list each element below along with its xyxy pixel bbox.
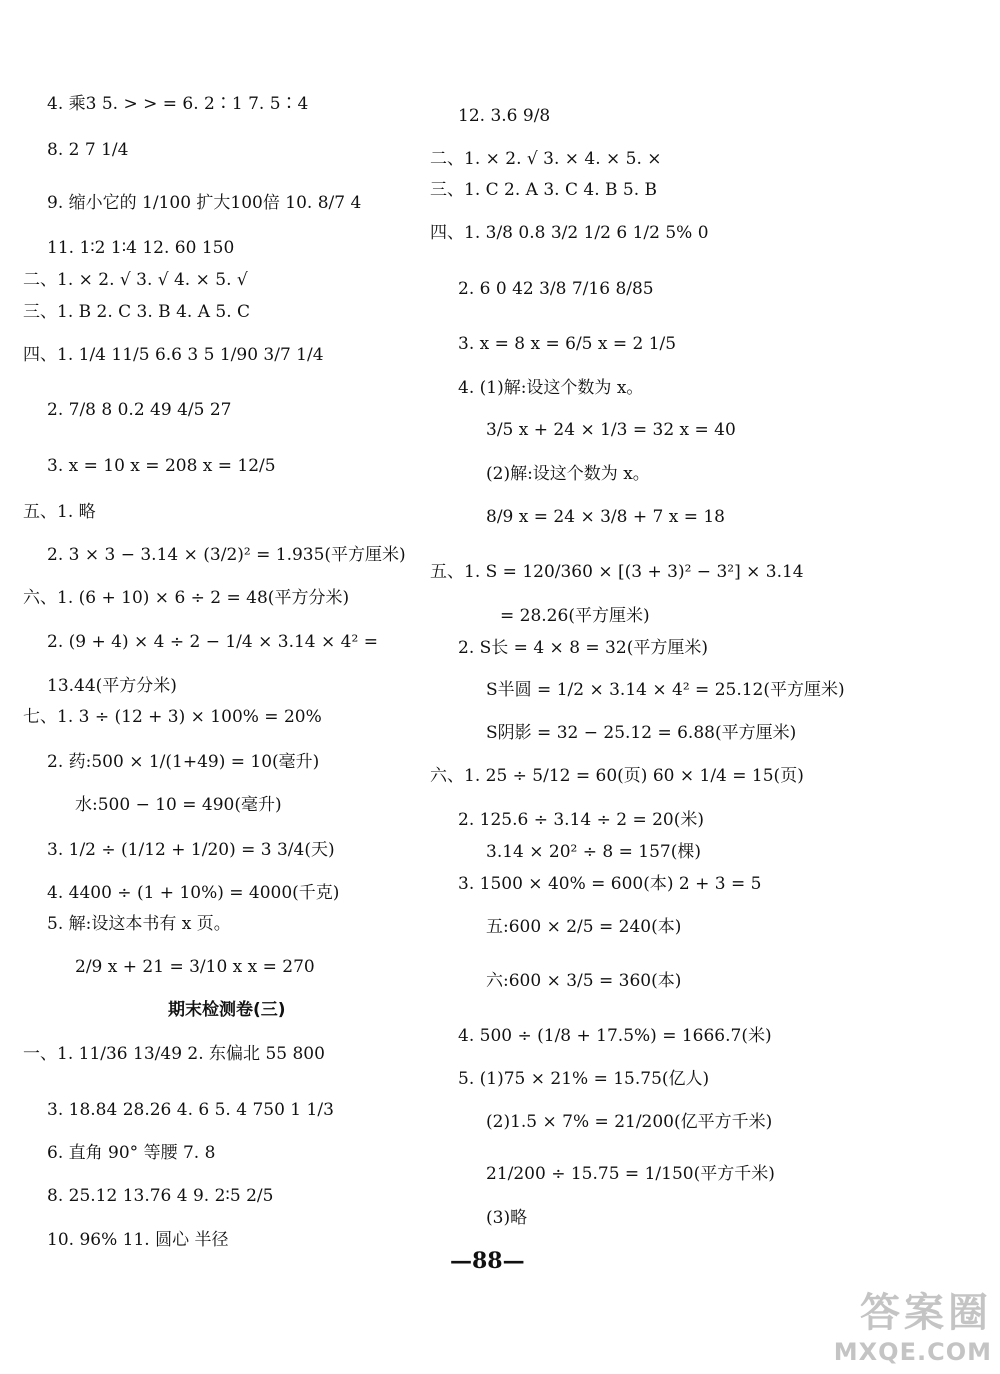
right-line-10: 8/9 x = 24 × 3/8 + 7 x = 18 [486, 507, 725, 527]
left-line-10: 五、1. 略 [23, 502, 96, 522]
left-line-1: 4. 乘3 5. > > = 6. 2∶1 7. 5∶4 [47, 94, 309, 114]
right-line-8: 3/5 x + 24 × 1/3 = 32 x = 40 [486, 420, 736, 440]
right-line-25: 21/200 ÷ 15.75 = 1/150(平方千米) [486, 1164, 775, 1184]
left-line-12: 六、1. (6 + 10) × 6 ÷ 2 = 48(平方分米) [23, 588, 350, 608]
left-line-8: 2. 7/8 8 0.2 49 4/5 27 [47, 400, 232, 420]
right-line-24: (2)1.5 × 7% = 21/200(亿平方千米) [486, 1112, 773, 1132]
left-line-11: 2. 3 × 3 − 3.14 × (3/2)² = 1.935(平方厘米) [47, 545, 406, 565]
right-line-17: 2. 125.6 ÷ 3.14 ÷ 2 = 20(米) [458, 810, 705, 830]
left-line-16: 2. 药:500 × 1/(1+49) = 10(毫升) [47, 752, 320, 772]
left-line-22: 一、1. 11/36 13/49 2. 东偏北 55 800 [23, 1044, 325, 1064]
right-line-6: 3. x = 8 x = 6/5 x = 2 1/5 [458, 334, 677, 354]
left-line-19: 4. 4400 ÷ (1 + 10%) = 4000(千克) [47, 883, 340, 903]
left-line-9: 3. x = 10 x = 208 x = 12/5 [47, 456, 276, 476]
watermark-logo [834, 1281, 992, 1366]
left-line-2: 8. 2 7 1/4 [47, 140, 129, 160]
left-line-6: 三、1. B 2. C 3. B 4. A 5. C [23, 302, 251, 322]
right-line-19: 3. 1500 × 40% = 600(本) 2 + 3 = 5 [458, 874, 762, 894]
watermark-main: 答案圈 [860, 1290, 992, 1336]
left-line-4: 11. 1∶2 1∶4 12. 60 150 [47, 238, 235, 258]
right-line-13: 2. S长 = 4 × 8 = 32(平方厘米) [458, 638, 708, 658]
right-line-22: 4. 500 ÷ (1/8 + 17.5%) = 1666.7(米) [458, 1026, 772, 1046]
left-line-3: 9. 缩小它的 1/100 扩大100倍 10. 8/7 4 [47, 193, 362, 213]
left-line-18: 3. 1/2 ÷ (1/12 + 1/20) = 3 3/4(天) [47, 840, 335, 860]
right-line-14: S半圆 = 1/2 × 3.14 × 4² = 25.12(平方厘米) [486, 680, 845, 700]
right-line-11: 五、1. S = 120/360 × [(3 + 3)² − 3²] × 3.14 [430, 562, 804, 582]
right-line-12: = 28.26(平方厘米) [500, 606, 650, 626]
left-line-7: 四、1. 1/4 11/5 6.6 3 5 1/90 3/7 1/4 [23, 345, 324, 365]
right-line-4: 四、1. 3/8 0.8 3/2 1/2 6 1/2 5% 0 [430, 223, 709, 243]
left-line-25: 8. 25.12 13.76 4 9. 2∶5 2/5 [47, 1186, 274, 1206]
page-number: —88— [450, 1248, 525, 1274]
left-line-23: 3. 18.84 28.26 4. 6 5. 4 750 1 1/3 [47, 1100, 334, 1120]
left-line-20: 5. 解:设这本书有 x 页。 [47, 914, 231, 934]
right-line-18: 3.14 × 20² ÷ 8 = 157(棵) [486, 842, 701, 862]
left-line-13: 2. (9 + 4) × 4 ÷ 2 − 1/4 × 3.14 × 4² = [47, 632, 378, 652]
right-line-16: 六、1. 25 ÷ 5/12 = 60(页) 60 × 1/4 = 15(页) [430, 766, 804, 786]
right-line-2: 二、1. × 2. √ 3. × 4. × 5. × [430, 149, 662, 169]
section-title: 期末检测卷(三) [168, 1000, 286, 1020]
left-line-17: 水:500 − 10 = 490(毫升) [75, 795, 282, 815]
left-line-21: 2/9 x + 21 = 3/10 x x = 270 [75, 957, 315, 977]
left-line-24: 6. 直角 90° 等腰 7. 8 [47, 1143, 216, 1163]
right-line-26: (3)略 [486, 1208, 528, 1228]
right-line-20: 五:600 × 2/5 = 240(本) [486, 917, 682, 937]
left-line-14: 13.44(平方分米) [47, 676, 177, 696]
right-line-9: (2)解:设这个数为 x。 [486, 464, 650, 484]
left-line-5: 二、1. × 2. √ 3. √ 4. × 5. √ [23, 270, 248, 290]
left-line-15: 七、1. 3 ÷ (12 + 3) × 100% = 20% [23, 707, 322, 727]
watermark-domain: MXQE.COM [833, 1338, 992, 1366]
right-line-3: 三、1. C 2. A 3. C 4. B 5. B [430, 180, 658, 200]
left-line-26: 10. 96% 11. 圆心 半径 [47, 1230, 229, 1250]
right-line-21: 六:600 × 3/5 = 360(本) [486, 971, 682, 991]
right-line-15: S阴影 = 32 − 25.12 = 6.88(平方厘米) [486, 723, 797, 743]
right-line-23: 5. (1)75 × 21% = 15.75(亿人) [458, 1069, 710, 1089]
right-line-5: 2. 6 0 42 3/8 7/16 8/85 [458, 279, 654, 299]
right-line-7: 4. (1)解:设这个数为 x。 [458, 378, 644, 398]
right-line-1: 12. 3.6 9/8 [458, 106, 551, 126]
